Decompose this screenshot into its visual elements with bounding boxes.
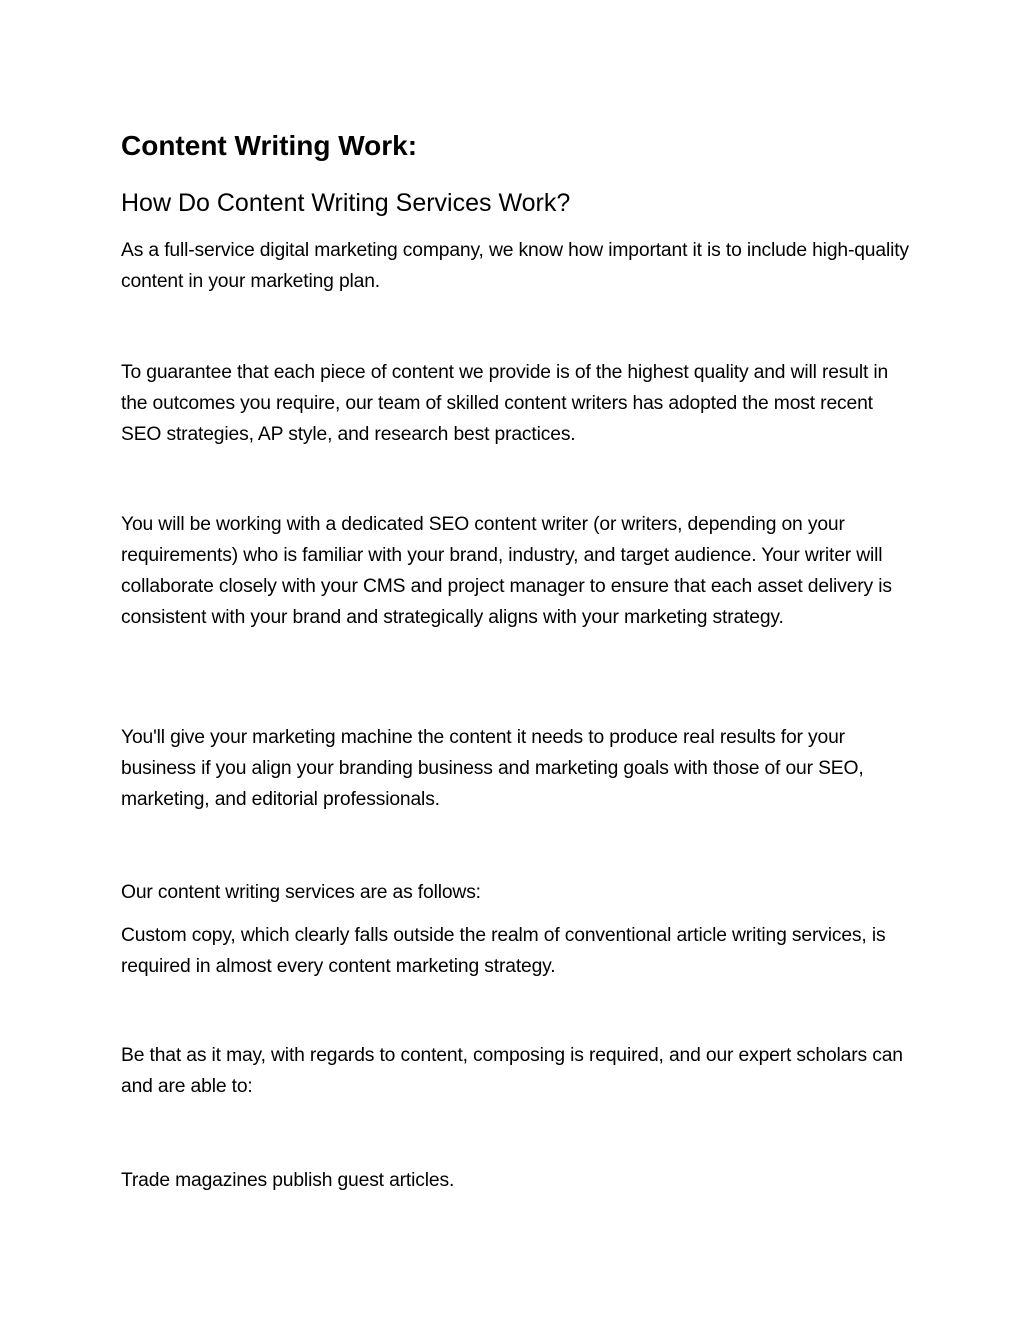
paragraph-services-intro: Our content writing services are as follows: — [121, 882, 481, 903]
paragraph-composing: Be that as it may, with regards to content, composing is required, and our expert scholars can and are able to: — [121, 1045, 903, 1097]
paragraph-results: You'll give your marketing machine the content it needs to produce real results for your business if you align your branding business and marketing goals with those of our SEO, marketing, and editorial professionals. — [121, 727, 864, 810]
paragraph-custom-copy: Custom copy, which clearly falls outside the realm of conventional article writing services, is required in almost every content marketing strategy. — [121, 925, 886, 977]
document-subtitle: How Do Content Writing Services Work? — [121, 189, 571, 217]
paragraph-intro: As a full-service digital marketing company, we know how important it is to include high-quality content in your marketing plan. — [121, 240, 909, 292]
document-title: Content Writing Work: — [121, 130, 418, 161]
paragraph-dedicated-writer: You will be working with a dedicated SEO content writer (or writers, depending on your requirements) who is familiar with your brand, industry, and target audience. Your writer will collaborate closely with your CMS and project manager to ensure that each asset delivery is consistent with your brand and strategically aligns with your marketing strategy. — [121, 514, 892, 628]
paragraph-guest-articles: Trade magazines publish guest articles. — [121, 1170, 455, 1191]
paragraph-quality: To guarantee that each piece of content we provide is of the highest quality and will result in the outcomes you require, our team of skilled content writers has adopted the most recent SEO strategies, AP style, and research best practices. — [121, 362, 889, 445]
